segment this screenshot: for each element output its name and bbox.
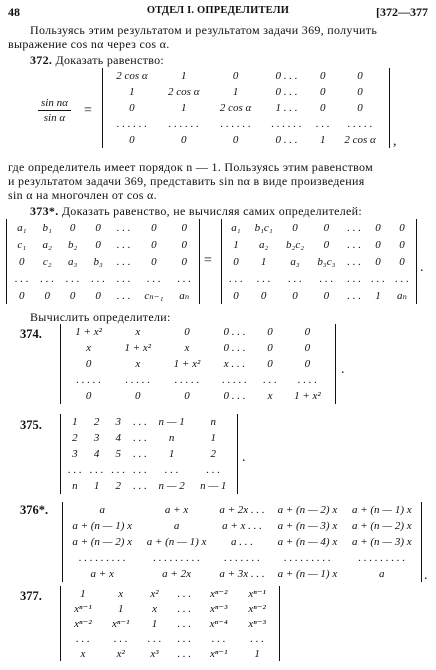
- matrix-cell: 0: [304, 326, 311, 338]
- matrix-cell: 0 . . .: [275, 86, 298, 98]
- determinant-375: [60, 414, 238, 494]
- matrix-cell: 0: [320, 102, 326, 114]
- matrix-cell: . . .: [76, 632, 90, 645]
- matrix-cell: . . .: [164, 464, 179, 476]
- matrix-cell: . . . . . .: [168, 118, 199, 130]
- matrix-cell: 0: [375, 238, 381, 251]
- matrix-cell: 0: [181, 238, 187, 251]
- matrix-cell: x: [152, 602, 157, 615]
- matrix-cell: 2 cos α: [116, 70, 148, 82]
- matrix-cell: b₃: [93, 255, 103, 268]
- matrix-cell: . . .: [147, 632, 162, 645]
- problem-range: [372—377: [376, 5, 428, 19]
- intro-line-1: Пользуясь этим результатом и результатом задачи 369, получить: [30, 23, 378, 37]
- matrix-cell: n: [168, 432, 175, 444]
- matrix-row: [106, 100, 386, 116]
- matrix-cell: 2: [210, 448, 216, 460]
- matrix-cell: 0: [323, 238, 330, 251]
- matrix-cell: . . .: [347, 289, 361, 302]
- problem-377-number: 377.: [20, 589, 42, 603]
- matrix-cell: . . .: [347, 221, 361, 234]
- matrix-cell: a₁: [231, 221, 241, 234]
- matrix-cell: 1: [320, 134, 326, 146]
- text-372-line-3: sin α на многочлен от cos α.: [8, 188, 157, 202]
- matrix-row: [65, 566, 419, 582]
- matrix-cell: 1 + x²: [75, 326, 102, 338]
- matrix-cell: 1: [117, 602, 124, 615]
- matrix-cell: a + (n — 3) x: [351, 536, 412, 548]
- matrix-cell: a + x . . .: [222, 520, 262, 532]
- matrix-cell: a + (n — 4) x: [277, 536, 338, 548]
- matrix-cell: . . .: [250, 632, 264, 645]
- matrix-cell: a + 3x . . .: [219, 568, 265, 580]
- matrix-cell: . . .: [288, 272, 302, 285]
- determinant-372: [102, 68, 390, 148]
- matrix-cell: . . .: [147, 272, 161, 285]
- matrix-cell: 1: [254, 647, 260, 660]
- matrix-cell: 0: [18, 289, 25, 302]
- matrix-cell: xⁿ⁻¹: [248, 588, 266, 600]
- matrix-cell: n — 1: [200, 480, 227, 492]
- problem-number: 373*.: [30, 204, 59, 218]
- problem-text: Доказать равенство:: [55, 53, 165, 67]
- matrix-cell: x²: [150, 587, 159, 600]
- matrix-row: [64, 646, 276, 661]
- matrix-row: [224, 287, 414, 304]
- matrix-row: [106, 68, 386, 84]
- matrix-cell: . . .: [395, 272, 409, 285]
- matrix-cell: 3: [115, 416, 122, 428]
- matrix-cell: a + x: [164, 504, 189, 516]
- matrix-cell: a + (n — 2) x: [277, 504, 338, 516]
- matrix-cell: xⁿ⁻²: [248, 603, 266, 615]
- matrix-row: [65, 534, 419, 550]
- matrix-cell: a + (n — 1) x: [277, 568, 338, 580]
- matrix-cell: . . . . .: [222, 374, 247, 386]
- matrix-row: [65, 502, 419, 518]
- equals-sign: =: [84, 103, 92, 118]
- matrix-cell: . . .: [177, 632, 192, 645]
- matrix-cell: 1: [80, 587, 86, 600]
- matrix-cell: 0: [357, 86, 363, 98]
- determinant-373-right: [221, 219, 417, 304]
- matrix-cell: . . . . .: [174, 374, 200, 386]
- matrix-cell: . . .: [67, 464, 82, 476]
- matrix-cell: a₃: [290, 255, 300, 268]
- matrix-cell: aₙ: [397, 290, 407, 302]
- matrix-cell: . . .: [133, 448, 147, 460]
- determinant-body: [65, 502, 419, 582]
- matrix-cell: 1: [151, 617, 158, 630]
- matrix-row: [64, 430, 234, 446]
- equals-sign-373: =: [204, 253, 212, 268]
- matrix-cell: aₙ: [179, 290, 190, 302]
- matrix-cell: . . .: [133, 480, 147, 492]
- matrix-row: [9, 236, 197, 253]
- matrix-cell: . . .: [14, 272, 29, 285]
- matrix-cell: a + (n — 2) x: [72, 536, 133, 548]
- matrix-cell: a: [173, 520, 180, 532]
- fraction-denominator: sin α: [43, 112, 66, 124]
- intro-line-2: выражение cos nα через cos α.: [8, 37, 170, 51]
- matrix-cell: 0: [292, 289, 298, 302]
- matrix-row: [224, 236, 414, 253]
- matrix-row: [106, 84, 386, 100]
- matrix-cell: x: [118, 587, 124, 600]
- matrix-row: [64, 388, 332, 404]
- matrix-cell: x . . .: [223, 358, 246, 370]
- matrix-cell: 0: [399, 255, 405, 268]
- matrix-cell: . . .: [177, 272, 192, 285]
- matrix-cell: 0: [233, 255, 239, 268]
- problem-text: Доказать равенство, не вычисляя самих определителей:: [61, 204, 363, 218]
- matrix-cell: . . .: [177, 587, 192, 600]
- matrix-cell: xⁿ⁻³: [248, 618, 266, 630]
- matrix-cell: . . . . . .: [116, 118, 148, 130]
- matrix-cell: 0 . . .: [223, 342, 246, 354]
- matrix-cell: 0: [260, 289, 267, 302]
- matrix-cell: 0: [267, 358, 273, 370]
- matrix-cell: b₁c₁: [254, 221, 273, 234]
- matrix-cell: . . .: [263, 374, 277, 386]
- matrix-cell: xⁿ⁻¹: [74, 603, 92, 615]
- matrix-cell: 0: [267, 342, 273, 354]
- matrix-cell: a . . .: [230, 536, 253, 548]
- matrix-cell: 2 cos α: [168, 86, 200, 98]
- matrix-row: [64, 616, 276, 631]
- matrix-cell: 0: [95, 221, 101, 234]
- matrix-cell: . . . . . . . . .: [358, 552, 406, 564]
- matrix-cell: a + x: [90, 568, 114, 580]
- matrix-cell: . . .: [347, 255, 361, 268]
- matrix-cell: 0: [151, 255, 157, 268]
- matrix-cell: 0: [85, 358, 92, 370]
- matrix-row: [9, 253, 197, 270]
- matrix-cell: . . .: [177, 647, 192, 660]
- matrix-row: [106, 132, 386, 148]
- matrix-cell: 0: [233, 289, 239, 302]
- matrix-cell: c₂: [42, 255, 52, 268]
- matrix-cell: xⁿ⁻⁴: [209, 618, 228, 630]
- matrix-row: [224, 270, 414, 287]
- matrix-row: [64, 631, 276, 646]
- matrix-cell: . . .: [256, 272, 271, 285]
- matrix-cell: . . . .: [297, 374, 317, 386]
- matrix-cell: . . .: [133, 416, 147, 428]
- matrix-cell: 0: [181, 255, 187, 268]
- matrix-cell: 2: [72, 432, 78, 444]
- determinant-body: [64, 324, 332, 404]
- matrix-cell: b₂c₂: [286, 238, 305, 251]
- trailing-comma: ,: [393, 134, 397, 149]
- matrix-cell: xⁿ⁻²: [209, 588, 228, 600]
- matrix-cell: a₃: [68, 255, 78, 268]
- matrix-cell: xⁿ⁻³: [209, 603, 228, 615]
- matrix-row: [64, 324, 332, 340]
- matrix-row: [64, 446, 234, 462]
- matrix-row: [9, 287, 197, 304]
- determinant-373-left: [6, 219, 200, 304]
- matrix-cell: . . .: [111, 464, 126, 476]
- matrix-cell: a + (n — 2) x: [351, 520, 412, 532]
- matrix-cell: . . . . . . . . .: [78, 552, 126, 564]
- matrix-cell: . . . . .: [125, 374, 151, 386]
- matrix-row: [65, 518, 419, 534]
- matrix-cell: 0: [304, 342, 311, 354]
- matrix-cell: 2: [93, 416, 100, 428]
- matrix-cell: . . . . .: [76, 374, 101, 386]
- matrix-cell: . . . . .: [347, 118, 373, 130]
- matrix-cell: n: [210, 416, 216, 428]
- section-title: ОТДЕЛ I. ОПРЕДЕЛИТЕЛИ: [146, 5, 290, 16]
- matrix-cell: 0: [69, 289, 76, 302]
- matrix-cell: 4: [93, 448, 100, 460]
- matrix-row: [64, 601, 276, 616]
- matrix-cell: 0: [95, 289, 101, 302]
- matrix-cell: a: [99, 504, 105, 516]
- matrix-cell: 0: [357, 102, 363, 114]
- problem-376-number: 376*.: [20, 503, 49, 517]
- fraction-sin-n-alpha: [38, 97, 71, 124]
- matrix-cell: 1: [181, 102, 187, 114]
- matrix-cell: . . . . . . . . .: [284, 552, 331, 564]
- matrix-cell: 1: [375, 289, 381, 302]
- matrix-cell: 1: [233, 238, 239, 251]
- matrix-cell: . . . . . . .: [224, 552, 260, 564]
- matrix-cell: 0: [44, 289, 50, 302]
- problem-374-number: 374.: [20, 327, 42, 341]
- trailing-period-373: .: [420, 260, 424, 275]
- trailing-period-375: .: [242, 450, 246, 465]
- matrix-cell: . . .: [211, 632, 226, 645]
- matrix-cell: . . .: [347, 272, 361, 285]
- problem-375-number: 375.: [20, 418, 42, 432]
- matrix-cell: . . .: [116, 221, 131, 234]
- matrix-cell: n — 2: [158, 480, 185, 492]
- matrix-cell: 0: [320, 70, 326, 82]
- matrix-cell: 0: [320, 86, 326, 98]
- determinant-374: [60, 324, 336, 404]
- matrix-cell: . . .: [91, 272, 106, 285]
- matrix-cell: n: [72, 480, 78, 492]
- matrix-cell: 0: [399, 221, 405, 234]
- problem-373-statement: [30, 204, 362, 218]
- matrix-cell: 0: [323, 289, 330, 302]
- matrix-cell: 5: [115, 448, 122, 460]
- matrix-row: [224, 253, 414, 270]
- matrix-cell: 0: [129, 134, 135, 146]
- matrix-cell: 0: [267, 326, 273, 338]
- text-372-line-1: где определитель имеет порядок n — 1. Пользуясь этим равенством: [8, 160, 373, 174]
- matrix-cell: x: [135, 358, 141, 370]
- matrix-cell: 0 . . .: [275, 134, 298, 146]
- matrix-cell: a₁: [17, 221, 27, 234]
- matrix-cell: x: [86, 342, 92, 354]
- matrix-cell: 0: [292, 221, 298, 234]
- matrix-row: [106, 116, 386, 132]
- matrix-cell: . . . . . . . . .: [153, 552, 200, 564]
- matrix-cell: 1 + x²: [294, 390, 321, 402]
- matrix-cell: . . .: [40, 272, 55, 285]
- matrix-cell: 0: [181, 134, 187, 146]
- matrix-cell: . . .: [315, 118, 330, 130]
- matrix-cell: 0 . . .: [223, 326, 246, 338]
- matrix-cell: x: [80, 647, 86, 660]
- matrix-cell: 0: [232, 70, 239, 82]
- matrix-cell: 1: [260, 255, 267, 268]
- matrix-cell: 0: [95, 238, 101, 251]
- matrix-cell: 1: [181, 70, 187, 82]
- matrix-cell: a₂: [42, 238, 52, 251]
- matrix-cell: 1: [210, 432, 216, 444]
- matrix-cell: 1: [72, 416, 78, 428]
- matrix-cell: 4: [115, 432, 122, 444]
- running-header: [8, 5, 428, 21]
- matrix-cell: 0: [181, 221, 187, 234]
- matrix-cell: 1 . . .: [275, 102, 298, 114]
- matrix-cell: 0: [399, 238, 405, 251]
- matrix-cell: . . .: [116, 238, 131, 251]
- matrix-cell: 0: [151, 238, 157, 251]
- matrix-cell: b₂: [68, 238, 78, 251]
- matrix-cell: 1 + x²: [173, 358, 201, 370]
- problem-372-statement: [30, 53, 164, 67]
- matrix-row: [9, 270, 197, 287]
- matrix-cell: a + 2x . . .: [219, 504, 265, 516]
- matrix-cell: 0: [151, 221, 157, 234]
- determinant-376: [62, 502, 422, 582]
- matrix-cell: . . .: [319, 272, 334, 285]
- matrix-cell: 0 . . .: [223, 390, 246, 402]
- matrix-cell: . . .: [113, 632, 128, 645]
- matrix-row: [65, 550, 419, 566]
- matrix-cell: b₁: [42, 221, 52, 234]
- determinant-body: [9, 219, 197, 304]
- matrix-cell: a + 2x: [162, 568, 191, 580]
- matrix-cell: 0: [85, 390, 92, 402]
- matrix-cell: . . .: [116, 255, 131, 268]
- matrix-cell: xⁿ⁻¹: [209, 648, 228, 660]
- matrix-cell: . . .: [89, 464, 104, 476]
- matrix-row: [64, 478, 234, 494]
- matrix-cell: 0: [357, 70, 363, 82]
- matrix-cell: . . .: [116, 272, 131, 285]
- matrix-cell: x³: [150, 647, 159, 660]
- matrix-row: [64, 462, 234, 478]
- matrix-cell: x: [184, 342, 190, 354]
- matrix-cell: a + (n — 1) x: [351, 504, 412, 516]
- matrix-cell: 0 . . .: [275, 70, 298, 82]
- matrix-cell: 2 cos α: [219, 102, 252, 114]
- matrix-cell: c₁: [17, 238, 27, 251]
- matrix-cell: 0: [304, 358, 311, 370]
- matrix-cell: 0: [232, 134, 239, 146]
- matrix-cell: a + (n — 1) x: [146, 536, 207, 548]
- matrix-cell: b₃c₃: [317, 255, 336, 268]
- matrix-cell: xⁿ⁻¹: [111, 618, 130, 630]
- matrix-cell: 0: [129, 102, 135, 114]
- matrix-cell: x: [135, 326, 141, 338]
- matrix-row: [64, 586, 276, 601]
- matrix-cell: . . .: [177, 602, 192, 615]
- matrix-row: [64, 356, 332, 372]
- matrix-cell: xⁿ⁻²: [74, 618, 92, 630]
- matrix-cell: 2: [115, 480, 122, 492]
- matrix-cell: . . .: [133, 432, 147, 444]
- trailing-period-374: .: [341, 362, 345, 377]
- matrix-cell: 0: [69, 221, 76, 234]
- matrix-cell: 1: [168, 448, 175, 460]
- matrix-cell: 1 + x²: [124, 342, 152, 354]
- matrix-cell: 3: [93, 432, 100, 444]
- matrix-cell: 1: [129, 86, 135, 98]
- determinant-body: [106, 68, 386, 148]
- matrix-cell: cₙ₋₁: [144, 290, 164, 302]
- determinant-body: [64, 586, 276, 661]
- matrix-cell: a + (n — 3) x: [277, 520, 338, 532]
- matrix-cell: 0: [18, 255, 25, 268]
- fraction-numerator: sin nα: [38, 97, 71, 111]
- matrix-cell: . . .: [177, 617, 192, 630]
- matrix-row: [64, 340, 332, 356]
- determinant-377: [60, 586, 280, 661]
- matrix-cell: a: [379, 568, 385, 580]
- matrix-cell: . . .: [229, 272, 243, 285]
- matrix-cell: . . .: [133, 464, 147, 476]
- matrix-cell: 1: [93, 480, 100, 492]
- matrix-cell: 0: [184, 390, 190, 402]
- matrix-cell: x: [267, 390, 273, 402]
- matrix-cell: . . .: [116, 289, 131, 302]
- matrix-cell: a₂: [258, 238, 269, 251]
- trailing-period-376: .: [424, 568, 428, 583]
- matrix-cell: 0: [135, 390, 141, 402]
- matrix-cell: . . . . . .: [271, 118, 302, 130]
- matrix-cell: 0: [375, 255, 381, 268]
- matrix-row: [224, 219, 414, 236]
- matrix-cell: a + (n — 1) x: [72, 520, 133, 532]
- matrix-cell: 1: [232, 86, 239, 98]
- matrix-cell: . . .: [206, 464, 221, 476]
- matrix-cell: n — 1: [158, 416, 185, 428]
- matrix-cell: 2 cos α: [344, 134, 376, 146]
- compute-heading: Вычислить определители:: [30, 310, 171, 324]
- matrix-cell: . . .: [371, 272, 385, 285]
- matrix-row: [64, 372, 332, 388]
- matrix-cell: 3: [72, 448, 78, 460]
- matrix-cell: x²: [116, 647, 125, 660]
- determinant-body: [64, 414, 234, 494]
- matrix-cell: 0: [184, 326, 190, 338]
- problem-number: 372.: [30, 53, 53, 67]
- matrix-cell: 0: [323, 221, 330, 234]
- matrix-row: [64, 414, 234, 430]
- matrix-cell: . . .: [347, 238, 361, 251]
- determinant-body: [224, 219, 414, 304]
- text-372-line-2: и результатом задачи 369, представить sin nα в виде произведения: [8, 174, 365, 188]
- matrix-cell: . . . . . .: [220, 118, 251, 130]
- matrix-cell: 0: [375, 221, 381, 234]
- matrix-row: [9, 219, 197, 236]
- page-number: 48: [8, 5, 20, 19]
- matrix-cell: . . .: [65, 272, 80, 285]
